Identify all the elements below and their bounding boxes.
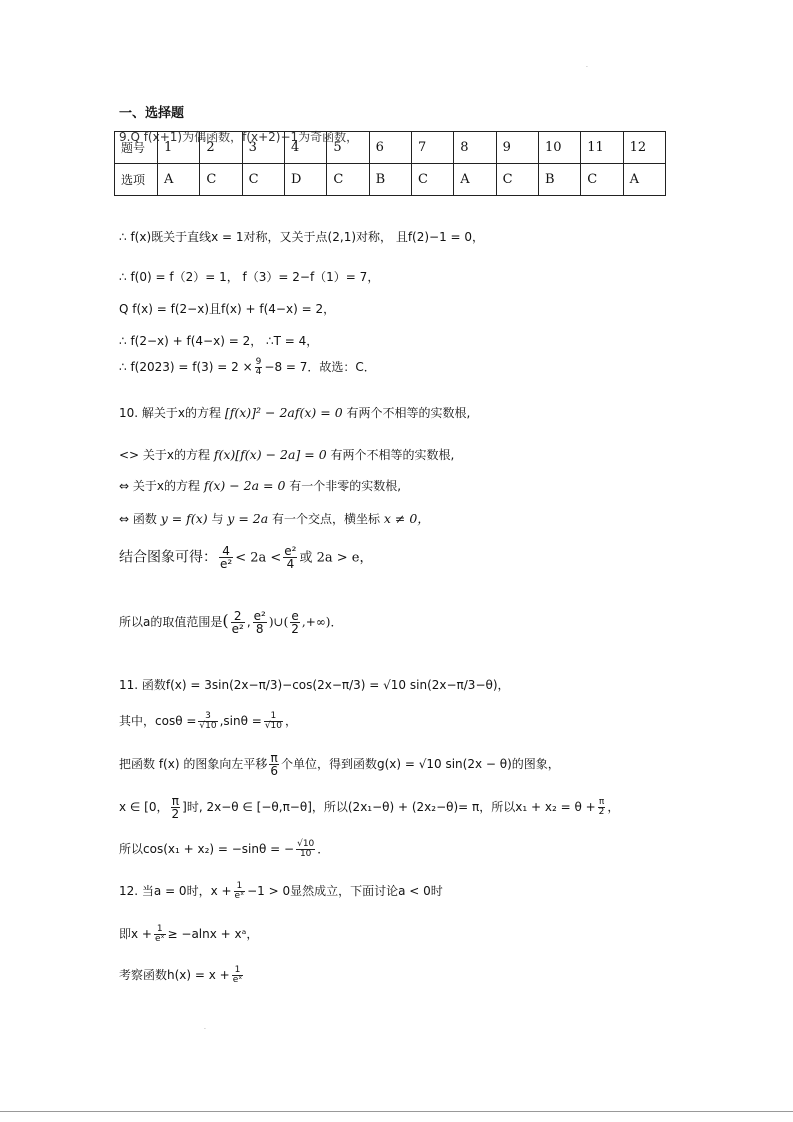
q11-text: ， xyxy=(607,800,620,814)
fraction-denominator: e² xyxy=(220,557,233,571)
section-title: 一、选择题 xyxy=(119,106,185,121)
answer-cell: C xyxy=(200,164,242,196)
q10-formula: [f(x)]² − 2af(x) = 0 xyxy=(224,405,343,420)
q11-line-1: 11. 函数f(x) = 3sin(2x−π/3)−cos(2x−π/3) = √10 sin(2x−π/3−θ)， xyxy=(119,678,510,692)
q10-text: 有两个不相等的实数根, xyxy=(330,448,455,462)
fraction xyxy=(283,545,297,570)
fraction xyxy=(253,610,267,635)
corner-mark: . xyxy=(586,62,588,69)
fraction xyxy=(231,610,245,635)
q12-text: ≥ −alnx + xᵃ， xyxy=(167,927,259,941)
question-number: 2 xyxy=(200,132,242,164)
answer-cell: C xyxy=(581,164,623,196)
question-number: 3 xyxy=(242,132,284,164)
q9-line-5-end: −8 = 7．故选：C． xyxy=(264,360,376,374)
table-row-label: 选项 xyxy=(115,164,158,196)
question-number: 4 xyxy=(284,132,326,164)
fraction xyxy=(296,840,315,859)
fraction-numerator: 1 xyxy=(232,966,244,976)
question-number: 8 xyxy=(454,132,496,164)
fraction-numerator: π xyxy=(270,751,278,765)
fraction-numerator: e xyxy=(291,609,299,623)
fraction-denominator: 4 xyxy=(286,557,295,571)
q10-line-1 xyxy=(119,404,470,421)
fraction xyxy=(171,795,181,820)
answer-table xyxy=(114,131,666,196)
fraction xyxy=(255,358,263,377)
q12-line-2 xyxy=(119,925,258,944)
fraction-numerator: π xyxy=(598,797,605,807)
fraction-denominator: √10 xyxy=(199,721,217,731)
q11-text: 个单位，得到函数g(x) = √10 sin(2x − θ)的图象， xyxy=(280,757,560,771)
q9-intro-overlay: 9.Q f(x+1)为偶函数，f(x+2)−1为奇函数， xyxy=(119,130,359,144)
question-number: 9 xyxy=(496,132,538,164)
q10-formula: y = 2a xyxy=(227,511,269,526)
fraction-denominator: 2 xyxy=(171,807,180,821)
fraction-numerator: π xyxy=(171,794,179,808)
q11-text: ,sinθ = xyxy=(219,714,262,728)
q10-text: 10. 解关于x的方程 xyxy=(119,406,222,420)
q10-formula: < 2a < xyxy=(235,550,282,566)
q10-text: 有一个交点，横坐标 xyxy=(272,512,381,526)
question-number: 11 xyxy=(581,132,623,164)
q12-line-3 xyxy=(119,966,245,985)
q12-line-1 xyxy=(119,882,443,901)
fraction-denominator: 10 xyxy=(299,849,312,859)
q10-formula: 或 2a > e， xyxy=(299,550,373,566)
q10-formula: x ≠ 0， xyxy=(383,511,430,526)
fraction-numerator: 2 xyxy=(231,610,245,623)
fraction-denominator: e² xyxy=(231,622,244,636)
q10-line-2 xyxy=(119,446,454,463)
fraction-numerator: e² xyxy=(253,609,266,623)
fraction-numerator: e² xyxy=(284,544,297,558)
fraction-numerator: 1 xyxy=(264,712,283,722)
question-number: 10 xyxy=(538,132,580,164)
fraction xyxy=(234,882,246,901)
answer-cell: B xyxy=(369,164,411,196)
q10-formula: ,+∞)． xyxy=(301,615,343,629)
q12-text: 考察函数h(x) = x + xyxy=(119,968,230,982)
q10-formula: f(x)[f(x) − 2a] = 0 xyxy=(213,447,327,462)
q10-formula: y = f(x) xyxy=(160,511,208,526)
q10-text: 有两个不相等的实数根, xyxy=(346,406,471,420)
question-number: 6 xyxy=(369,132,411,164)
q9-line-4: ∴ f(2−x) + f(4−x) = 2， ∴T = 4， xyxy=(119,334,319,348)
fraction-denominator: 4 xyxy=(255,367,262,377)
q10-text: 与 xyxy=(211,512,224,526)
q10-text: ⇔ 函数 xyxy=(119,512,157,526)
q12-text: 即x + xyxy=(119,927,152,941)
answer-cell: C xyxy=(242,164,284,196)
q11-text: 把函数 f(x) 的图象向左平移 xyxy=(119,757,268,771)
q9-line-5 xyxy=(119,358,376,377)
fraction-denominator: 2 xyxy=(291,622,299,636)
fraction xyxy=(232,966,244,985)
q11-text: ． xyxy=(317,842,330,856)
q10-text: ⇔ 关于x的方程 xyxy=(119,479,200,493)
table-row xyxy=(115,164,666,196)
q10-text: 有一个非零的实数根, xyxy=(289,479,402,493)
q10-line-4 xyxy=(119,509,430,527)
table-row xyxy=(115,132,666,164)
answer-cell: A xyxy=(454,164,496,196)
fraction xyxy=(269,752,279,777)
q11-line-4 xyxy=(119,795,619,820)
fraction-denominator: eˣ xyxy=(232,975,243,985)
q12-text: 12. 当a = 0时，x + xyxy=(119,884,232,898)
q10-text: 所以a的取值范围是 xyxy=(119,615,223,629)
q9-line-1: ∴ f(x)既关于直线x = 1对称，又关于点(2,1)对称， 且f(2)−1 = 0， xyxy=(119,230,485,244)
fraction xyxy=(290,610,300,635)
answer-cell: A xyxy=(158,164,200,196)
fraction xyxy=(598,798,606,817)
fraction-denominator: eˣ xyxy=(234,891,245,901)
fraction-denominator: √10 xyxy=(264,721,282,731)
fraction-numerator: 1 xyxy=(234,882,246,892)
q11-line-2 xyxy=(119,712,297,731)
question-number: 5 xyxy=(327,132,369,164)
fraction-denominator: eˣ xyxy=(154,934,165,944)
fraction-numerator: 3 xyxy=(198,712,217,722)
answer-cell: C xyxy=(411,164,453,196)
question-number: 12 xyxy=(623,132,665,164)
question-number: 1 xyxy=(158,132,200,164)
q11-text: ]时, 2x−θ ∈ [−θ,π−θ]，所以(2x₁−θ) + (2x₂−θ)= π，所以x₁ + x₂ = θ + xyxy=(182,800,596,814)
fraction-numerator: 9 xyxy=(255,357,262,367)
q11-text: 所以cos(x₁ + x₂) = −sinθ = − xyxy=(119,842,295,856)
q11-line-3 xyxy=(119,752,560,777)
fraction-denominator: 2 xyxy=(598,807,605,817)
q9-line-2: ∴ f(0) = f（2）= 1， f（3）= 2−f（1）= 7， xyxy=(119,270,380,284)
q10-formula: )∪( xyxy=(268,615,289,629)
q11-line-5 xyxy=(119,840,329,859)
fraction-denominator: 8 xyxy=(255,622,264,636)
answer-cell: D xyxy=(284,164,326,196)
table-row-label: 题号 xyxy=(115,132,158,164)
answer-cell: C xyxy=(327,164,369,196)
fraction xyxy=(219,545,233,570)
q10-line-3 xyxy=(119,477,401,494)
q10-text: 结合图象可得： xyxy=(119,549,217,566)
q10-formula: f(x) − 2a = 0 xyxy=(203,478,286,493)
answer-cell: B xyxy=(538,164,580,196)
answer-cell: A xyxy=(623,164,665,196)
fraction-denominator: 6 xyxy=(270,764,278,778)
q9-line-3: Q f(x) = f(2−x)且f(x) + f(4−x) = 2， xyxy=(119,302,336,316)
page-mark: . xyxy=(204,1024,206,1031)
fraction xyxy=(154,925,166,944)
fraction-numerator: 1 xyxy=(154,925,166,935)
fraction xyxy=(198,712,217,731)
q12-text: −1 > 0显然成立，下面讨论a < 0时 xyxy=(247,884,443,898)
q11-text: 其中，cosθ = xyxy=(119,714,197,728)
q11-text: x ∈ [0， xyxy=(119,800,169,814)
fraction xyxy=(264,712,283,731)
fraction-numerator: √10 xyxy=(297,839,315,849)
q11-text: ， xyxy=(285,714,298,728)
question-number: 7 xyxy=(411,132,453,164)
fraction-numerator: 4 xyxy=(219,545,233,558)
answer-cell: C xyxy=(496,164,538,196)
q9-line-5-start: ∴ f(2023) = f(3) = 2 × xyxy=(119,360,253,374)
page-bottom-rule xyxy=(0,1111,793,1112)
q10-line-6: 所以a的取值范围是( $\frac{2}{\text{e²}}$ , $\frac{\text{e²}}{8}$ )∪( $\frac{e}{2}$ ,+∞)． xyxy=(119,609,343,636)
q10-line-5 xyxy=(119,545,373,570)
paren: ( xyxy=(222,611,229,630)
q10-text: <> 关于x的方程 xyxy=(119,448,211,462)
